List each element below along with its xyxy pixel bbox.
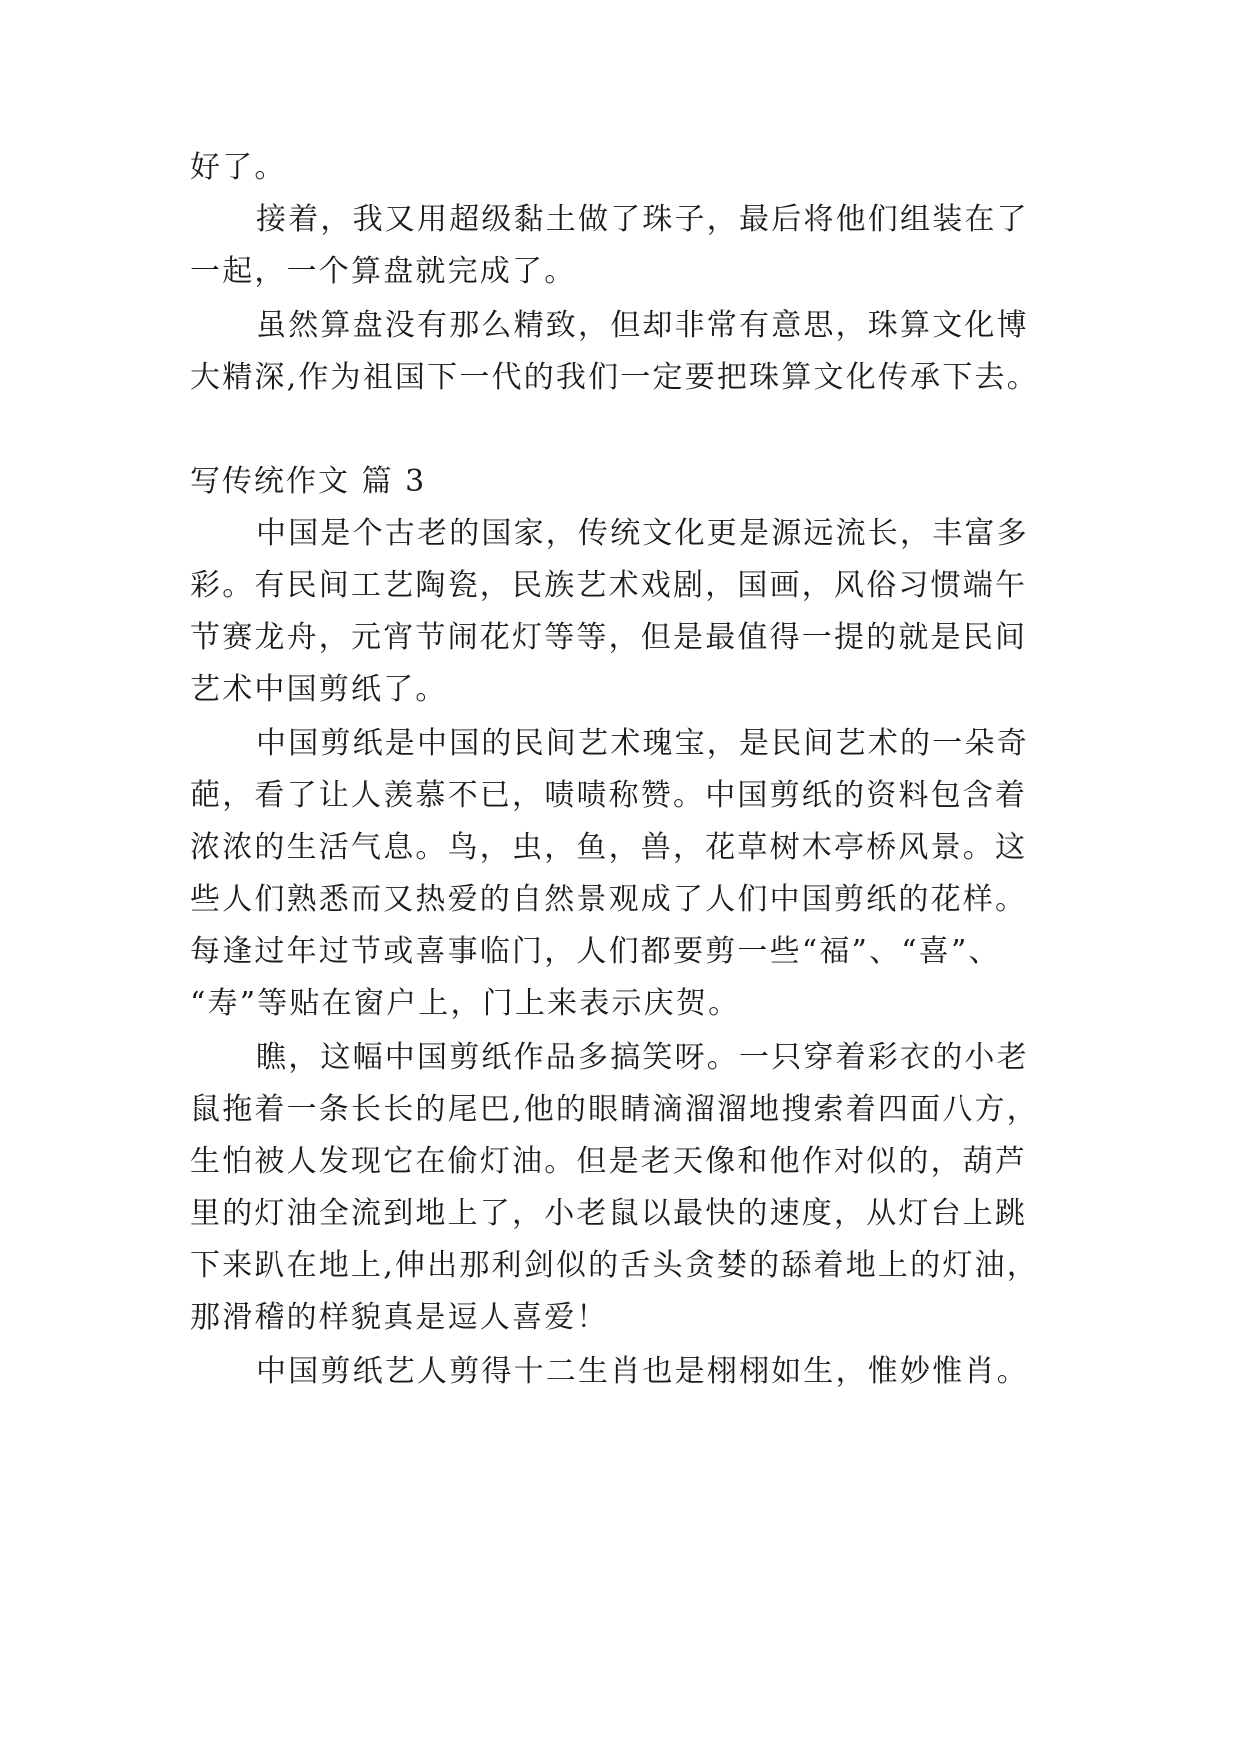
paragraph-start: 中国剪纸艺人剪得十二生肖也是栩栩如生，惟妙惟肖。: [256, 1354, 1029, 1389]
text-line: 浓浓的生活气息。鸟，虫，鱼，兽，花草树木亭桥风景。这: [190, 830, 1028, 865]
text-line: 葩，看了让人羡慕不已，啧啧称赞。中国剪纸的资料包含着: [190, 778, 1028, 813]
text-line: 每逢过年过节或喜事临门，人们都要剪一些“福”、“喜”、: [190, 934, 1001, 969]
text-line: 大精深,作为祖国下一代的我们一定要把珠算文化传承下去。: [190, 360, 1039, 395]
text-line: 里的灯油全流到地上了，小老鼠以最快的速度，从灯台上跳: [190, 1196, 1028, 1231]
paragraph-start: 接着，我又用超级黏土做了珠子，最后将他们组装在了: [256, 202, 1029, 237]
paragraph-start: 瞧，这幅中国剪纸作品多搞笑呀。一只穿着彩衣的小老: [256, 1040, 1029, 1075]
section-heading: 写传统作文 篇 3: [190, 464, 427, 499]
text-line: “寿”等贴在窗户上，门上来表示庆贺。: [190, 986, 741, 1021]
text-line: 节赛龙舟，元宵节闹花灯等等，但是最值得一提的就是民间: [190, 620, 1028, 655]
text-line: 一起，一个算盘就完成了。: [190, 254, 577, 289]
text-line: 艺术中国剪纸了。: [190, 672, 448, 707]
text-line: 鼠拖着一条长长的尾巴,他的眼睛滴溜溜地搜索着四面八方，: [190, 1092, 1039, 1127]
text-line: 下来趴在地上,伸出那利剑似的舌头贪婪的舔着地上的灯油，: [190, 1248, 1039, 1283]
text-line: 好了。: [190, 150, 287, 185]
text-line: 生怕被人发现它在偷灯油。但是老天像和他作对似的，葫芦: [190, 1144, 1028, 1179]
text-line: 那滑稽的样貌真是逗人喜爱！: [190, 1300, 609, 1335]
text-line: 些人们熟悉而又热爱的自然景观成了人们中国剪纸的花样。: [190, 882, 1028, 917]
paragraph-start: 中国是个古老的国家，传统文化更是源远流长，丰富多: [256, 516, 1029, 551]
text-line: 彩。有民间工艺陶瓷，民族艺术戏剧，国画，风俗习惯端午: [190, 568, 1028, 603]
paragraph-start: 中国剪纸是中国的民间艺术瑰宝，是民间艺术的一朵奇: [256, 726, 1029, 761]
paragraph-start: 虽然算盘没有那么精致，但却非常有意思，珠算文化博: [256, 308, 1029, 343]
